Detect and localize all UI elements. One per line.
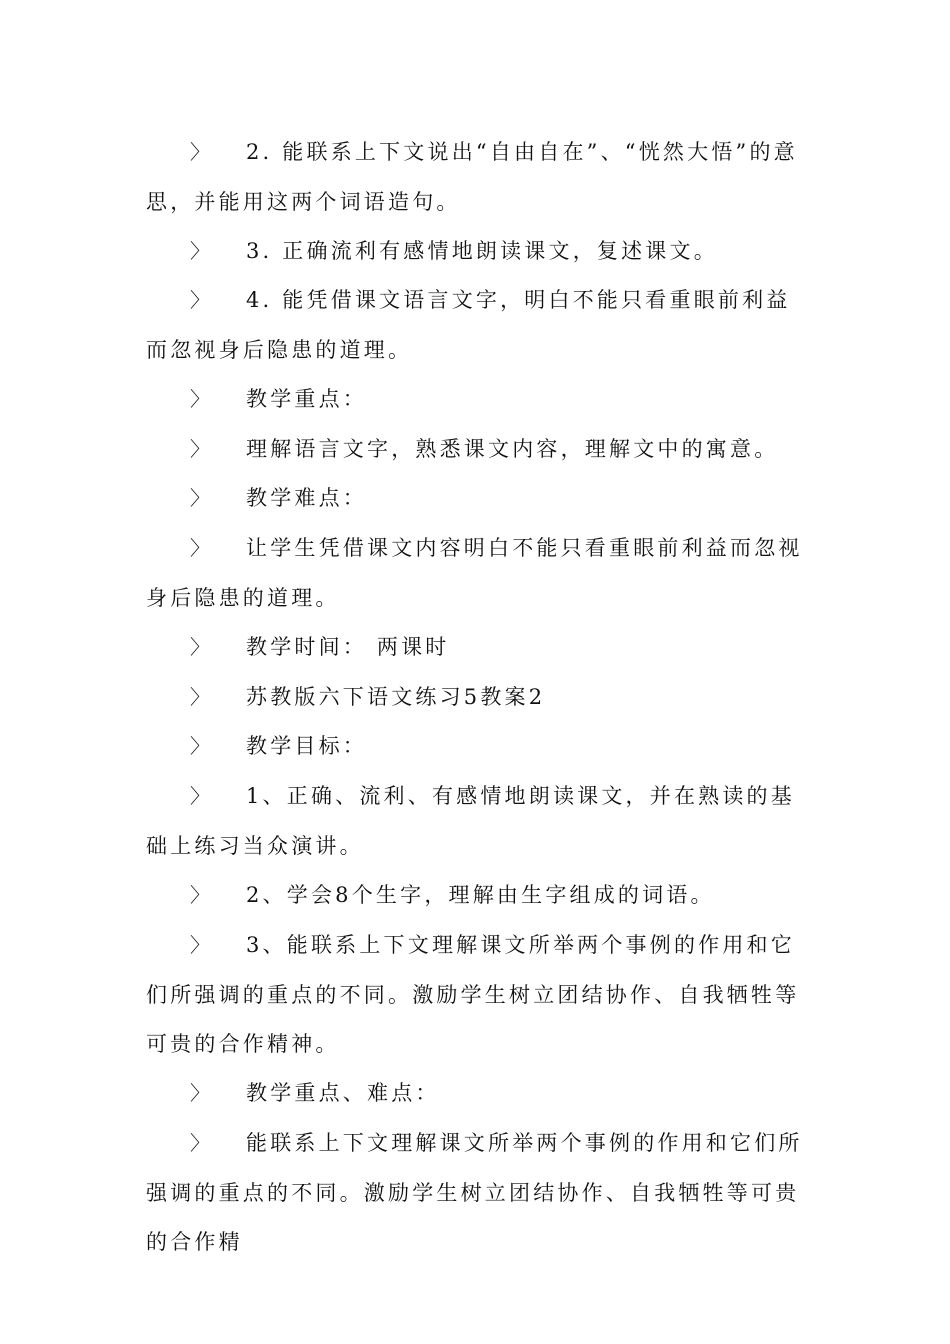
section-heading: 教学重点、难点： <box>246 1081 440 1105</box>
paragraph-text: 2、学会8个生字，理解由生字组成的词语。 <box>246 883 715 907</box>
paragraph-10 <box>146 722 806 772</box>
bullet-arrow: 〉 <box>190 1081 210 1105</box>
bullet-arrow: 〉 <box>190 486 210 510</box>
bullet-arrow: 〉 <box>190 387 210 411</box>
paragraph-text: 让学生凭借课文内容明白不能只看重眼前利益而忽视身后隐患的道理。 <box>146 536 803 610</box>
bullet-arrow: 〉 <box>190 140 210 164</box>
bullet-arrow: 〉 <box>190 883 210 907</box>
section-title: 苏教版六下语文练习5教案2 <box>246 685 546 709</box>
paragraph-6 <box>146 474 806 524</box>
section-heading: 教学难点： <box>246 486 367 510</box>
paragraph-13 <box>146 921 806 1070</box>
paragraph-text: 能联系上下文理解课文所举两个事例的作用和它们所强调的重点的不同。激励学生树立团结协作、自我牺牲等可贵的合作精 <box>146 1131 803 1254</box>
bullet-arrow: 〉 <box>190 288 210 312</box>
bullet-arrow: 〉 <box>190 685 210 709</box>
paragraph-text: 理解语言文字，熟悉课文内容，理解文中的寓意。 <box>246 437 779 461</box>
bullet-arrow: 〉 <box>190 536 210 560</box>
paragraph-5 <box>146 425 806 475</box>
bullet-arrow: 〉 <box>190 734 210 758</box>
paragraph-text: 3. 正确流利有感情地朗读课文，复述课文。 <box>246 239 718 263</box>
paragraph-14 <box>146 1069 806 1119</box>
paragraph-text: 2. 能联系上下文说出“自由自在”、“恍然大悟”的意思，并能用这两个词语造句。 <box>146 140 798 214</box>
paragraph-4 <box>146 375 806 425</box>
bullet-arrow: 〉 <box>190 635 210 659</box>
paragraph-11 <box>146 772 806 871</box>
paragraph-text: 教学时间： 两课时 <box>246 635 450 659</box>
paragraph-text: 4. 能凭借课文语言文字，明白不能只看重眼前利益而忽视身后隐患的道理。 <box>146 288 791 362</box>
paragraph-text: 3、能联系上下文理解课文所举两个事例的作用和它们所强调的重点的不同。激励学生树立团结协作、自我牺牲等可贵的合作精神。 <box>146 933 800 1056</box>
section-heading: 教学重点： <box>246 387 367 411</box>
bullet-arrow: 〉 <box>190 784 210 808</box>
bullet-arrow: 〉 <box>190 437 210 461</box>
paragraph-1 <box>146 128 806 227</box>
paragraph-text: 1、正确、流利、有感情地朗读课文，并在熟读的基础上练习当众演讲。 <box>146 784 795 858</box>
bullet-arrow: 〉 <box>190 933 210 957</box>
bullet-arrow: 〉 <box>190 239 210 263</box>
paragraph-3 <box>146 276 806 375</box>
paragraph-15 <box>146 1119 806 1268</box>
paragraph-7 <box>146 524 806 623</box>
paragraph-8 <box>146 623 806 673</box>
paragraph-12 <box>146 871 806 921</box>
paragraph-9 <box>146 673 806 723</box>
paragraph-2 <box>146 227 806 277</box>
bullet-arrow: 〉 <box>190 1131 210 1155</box>
section-heading: 教学目标： <box>246 734 367 758</box>
